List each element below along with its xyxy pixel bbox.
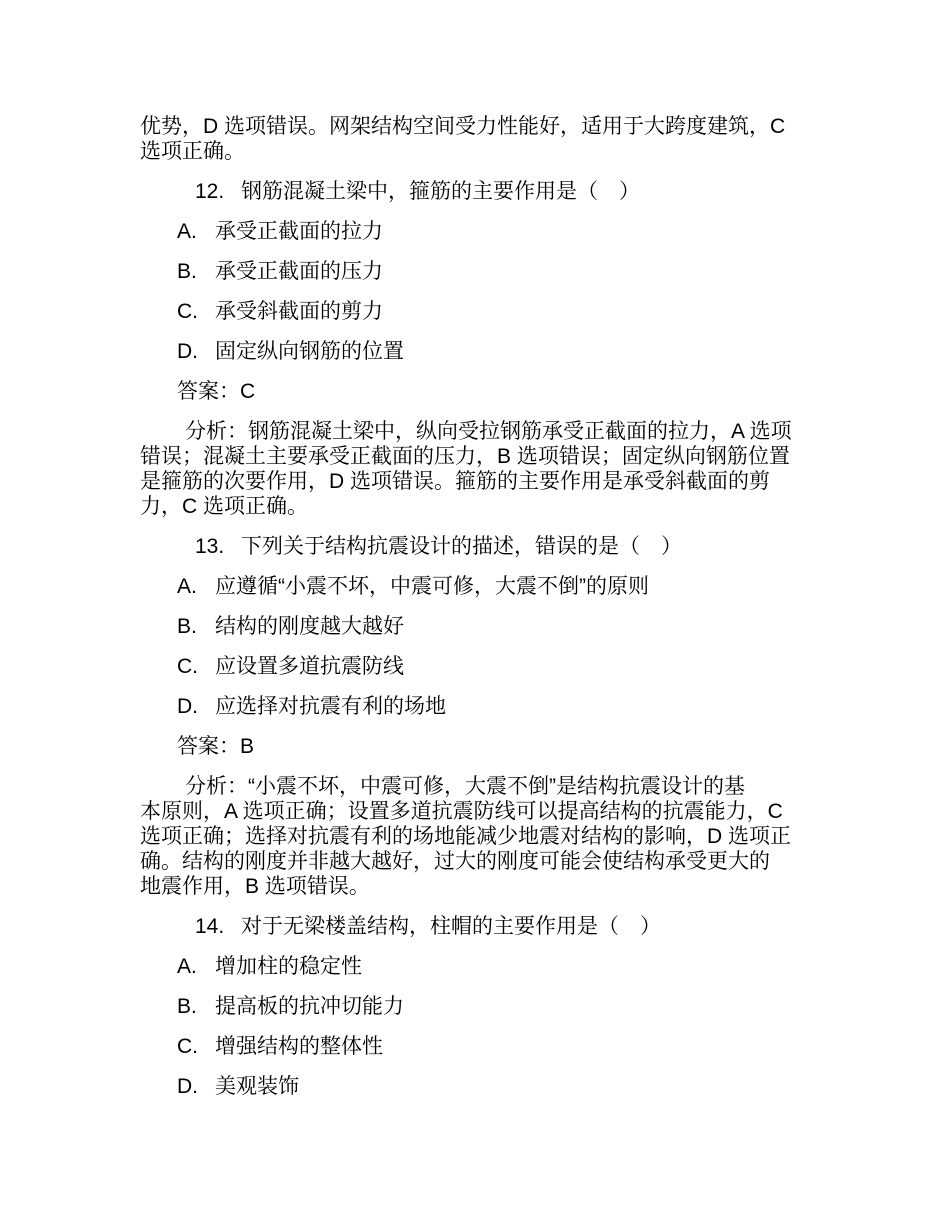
answer-block [140,379,840,404]
question-number: 14. [195,915,225,938]
option-block [140,574,840,599]
answer-block [140,734,840,759]
option-marker: D. [177,695,198,718]
question-block [140,914,840,939]
option-block [140,614,840,639]
option-text: 美观装饰 [215,1075,299,1098]
option-block [140,654,840,679]
answer-value: C [240,380,256,403]
paragraph-line: 优势，D 选项错误。网架结构空间受力性能好，适用于大跨度建筑，C [140,115,786,138]
option-block [140,339,840,364]
analysis-block [140,419,840,519]
option-text: 承受斜截面的剪力 [215,300,383,323]
option-block [140,694,840,719]
analysis-line: 分析：钢筋混凝土梁中，纵向受拉钢筋承受正截面的拉力，A 选项 [185,420,792,443]
analysis-block [140,774,840,899]
analysis-line: 是箍筋的次要作用，D 选项错误。箍筋的主要作用是承受斜截面的剪 [140,470,770,493]
option-block [140,1074,840,1099]
option-marker: A. [177,220,197,243]
answer-label: 答案： [177,735,240,758]
option-marker: D. [177,340,198,363]
analysis-line: 确。结构的刚度并非越大越好，过大的刚度可能会使结构承受更大的 [140,850,770,873]
option-text: 提高板的抗冲切能力 [215,995,404,1018]
analysis-line: 地震作用，B 选项错误。 [140,875,370,898]
paragraph-block [140,114,840,164]
option-text: 应选择对抗震有利的场地 [215,695,446,718]
option-block [140,1034,840,1059]
question-text: 对于无梁楼盖结构，柱帽的主要作用是（ ） [241,915,661,938]
option-block [140,954,840,979]
option-text: 固定纵向钢筋的位置 [215,340,404,363]
option-text: 增加柱的稳定性 [215,955,362,978]
option-marker: B. [177,615,197,638]
paragraph-line: 选项正确。 [140,140,245,163]
question-text: 钢筋混凝土梁中，箍筋的主要作用是（ ） [241,180,640,203]
analysis-line: 本原则，A 选项正确；设置多道抗震防线可以提高结构的抗震能力，C [140,800,783,823]
option-marker: A. [177,575,197,598]
option-text: 承受正截面的压力 [215,260,383,283]
option-marker: B. [177,260,197,283]
analysis-line: 选项正确；选择对抗震有利的场地能减少地震对结构的影响，D 选项正 [140,825,791,848]
option-marker: A. [177,955,197,978]
analysis-line: 分析：“小震不坏，中震可修，大震不倒”是结构抗震设计的基 [185,775,745,798]
question-number: 13. [195,535,225,558]
answer-label: 答案： [177,380,240,403]
question-text: 下列关于结构抗震设计的描述，错误的是（ ） [241,535,682,558]
document-content [140,114,840,1114]
option-marker: C. [177,1035,198,1058]
question-block [140,534,840,559]
option-marker: C. [177,655,198,678]
option-text: 增强结构的整体性 [215,1035,383,1058]
option-text: 承受正截面的拉力 [215,220,383,243]
option-marker: B. [177,995,197,1018]
option-block [140,259,840,284]
answer-value: B [240,735,255,758]
option-marker: C. [177,300,198,323]
option-text: 应遵循“小震不坏，中震可修，大震不倒”的原则 [215,575,649,598]
option-block [140,299,840,324]
analysis-line: 力，C 选项正确。 [140,495,308,518]
question-block [140,179,840,204]
option-block [140,219,840,244]
option-text: 结构的刚度越大越好 [215,615,404,638]
option-marker: D. [177,1075,198,1098]
option-block [140,994,840,1019]
analysis-line: 错误；混凝土主要承受正截面的压力，B 选项错误；固定纵向钢筋位置 [140,445,790,468]
option-text: 应设置多道抗震防线 [215,655,404,678]
question-number: 12. [195,180,225,203]
